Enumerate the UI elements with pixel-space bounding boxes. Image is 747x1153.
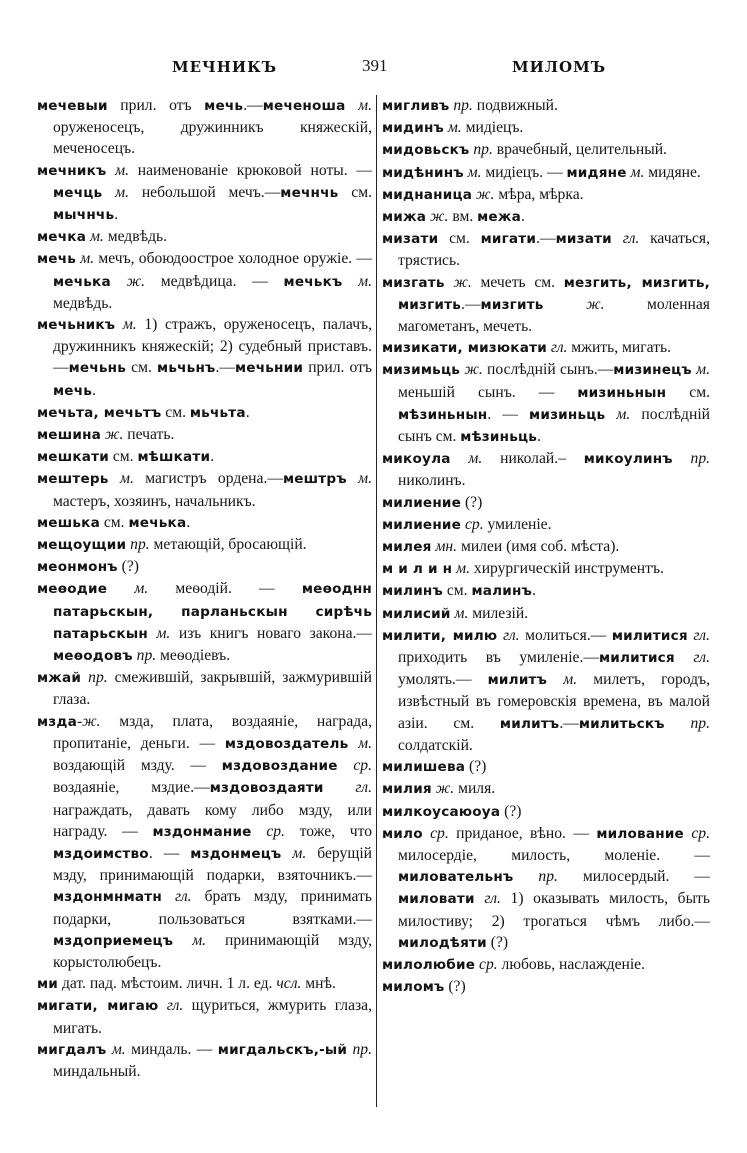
headword: мизинецъ — [613, 362, 692, 379]
dictionary-entry — [382, 448, 710, 491]
headword: мьчьта — [189, 404, 246, 421]
headword: миломъ — [382, 979, 445, 996]
dictionary-entry — [37, 578, 372, 667]
headword: мидовьскъ — [382, 142, 470, 159]
dictionary-entry — [382, 514, 710, 536]
grammar-label: пр. — [672, 450, 711, 468]
dictionary-entry — [37, 556, 372, 578]
dictionary-entry — [37, 446, 372, 468]
grammar-label: ж. — [472, 185, 495, 203]
grammar-label: м. — [346, 470, 373, 488]
grammar-label: гл. — [546, 339, 568, 357]
definition-text: милезій. — [468, 604, 529, 622]
definition-text: милосердый. — — [557, 868, 710, 886]
definition-text: мидіецъ. — — [481, 163, 567, 181]
definition-text: молиться.— — [519, 626, 612, 644]
definition-text: послѣдній сынъ.— — [482, 361, 614, 379]
definition-text: - — [76, 712, 83, 730]
definition-text: . — [537, 428, 542, 446]
grammar-label: пр. — [126, 536, 150, 554]
page-number: 391 — [362, 56, 388, 75]
grammar-label: ср. — [251, 822, 285, 840]
headword: мѣзиньнын — [398, 406, 488, 423]
headword: мечьта, мечьтъ — [37, 404, 162, 421]
definition-text: .— — [215, 359, 235, 377]
headword: мигати, мигаю — [37, 998, 159, 1015]
definition-text: . — [210, 448, 215, 466]
headword: мечькъ — [283, 273, 343, 290]
headword: межа — [477, 209, 521, 226]
definition-text: см. — [438, 230, 481, 248]
definition-text: . — — [148, 844, 191, 862]
headword: малинъ — [471, 583, 533, 600]
dictionary-entry — [37, 468, 372, 511]
definition-text: награждать, давать кому либо мзду, или награду. — — [53, 801, 372, 840]
grammar-label: м. — [450, 604, 469, 622]
headword: милолюбие — [382, 956, 476, 973]
headword: мештерь — [37, 471, 109, 488]
definition-text: .— — [461, 295, 481, 313]
dictionary-entry — [37, 534, 372, 556]
grammar-label: м. — [106, 1040, 126, 1058]
headword: мечь — [37, 251, 77, 268]
definition-text: воздающій мзду. — — [53, 757, 222, 775]
dictionary-entry — [382, 823, 710, 954]
definition-text: николинъ. — [398, 472, 466, 490]
grammar-label: м. — [547, 671, 578, 689]
definition-text: . — [186, 513, 191, 531]
definition-text: .— — [243, 97, 263, 114]
dictionary-entry — [37, 667, 372, 710]
definition-text: .— — [536, 230, 556, 248]
headword: милитъ — [487, 672, 548, 689]
definition-text: метающій, бросающій. — [149, 536, 307, 554]
dictionary-entry — [37, 512, 372, 534]
definition-text: брать мзду, принимать подарки, пользоваться взятками.— — [53, 888, 372, 928]
dictionary-entry — [37, 973, 372, 995]
definition-text: умолять.— — [398, 671, 488, 689]
headword: мечька — [128, 514, 187, 531]
definition-text: медвѣдица. — — [144, 272, 284, 290]
definition-text: милеи (имя соб. мѣста). — [457, 538, 620, 556]
grammar-label: м. — [463, 163, 482, 181]
definition-text: см. — [666, 383, 710, 401]
headword: микоула — [382, 451, 451, 468]
grammar-label: ж. — [460, 361, 483, 379]
headword: мечьникъ — [37, 317, 116, 334]
definition-text: мечеть см. — [471, 273, 564, 291]
definition-text: медвѣдь. — [53, 294, 113, 312]
dictionary-entry — [382, 778, 710, 800]
headword: мидяне — [566, 164, 627, 181]
grammar-label: м. — [342, 272, 372, 290]
definition-text: .— — [559, 714, 579, 732]
grammar-label: ж. — [101, 426, 124, 444]
definition-text: мзда, плата, воздаяніе, награда, пропитаніе, деньги. — — [53, 712, 372, 752]
dictionary-entry — [382, 801, 710, 823]
headword: миднаница — [382, 186, 473, 203]
headword: мздовоздание — [221, 758, 338, 775]
headword: меѳоднн патарьскын, парланьскын сирѣчь патарьскын — [53, 581, 373, 642]
dictionary-entry — [382, 492, 710, 514]
definition-text: . — [114, 206, 119, 224]
grammar-label: ср. — [337, 757, 373, 775]
grammar-label: м. — [147, 624, 171, 642]
headword: мечька — [53, 273, 111, 290]
dictionary-entry — [382, 625, 710, 756]
definition-text: мастеръ, хозяинъ, начальникъ. — [53, 492, 256, 510]
headword: милитъ — [499, 715, 560, 732]
definition-text: николай.– — [482, 450, 584, 468]
definition-text: . — [520, 208, 525, 226]
headword: мечць — [53, 184, 103, 201]
dictionary-entry — [382, 603, 710, 625]
definition-text: печать. — [123, 426, 175, 444]
definition-text: меѳодій. — — [148, 580, 302, 598]
dictionary-entry — [382, 756, 710, 778]
headword: мечка — [37, 229, 87, 246]
definition-text: милосердіе, милость, моленіе. — — [398, 846, 710, 864]
grammar-label: гл. — [497, 626, 520, 644]
headword: милитися — [611, 627, 688, 644]
grammar-label: м. — [443, 119, 462, 137]
headword: мздовоздатель — [224, 735, 349, 752]
dictionary-entry — [382, 536, 710, 558]
definition-text: (?) — [117, 558, 139, 576]
dictionary-entry — [37, 402, 372, 424]
headword: мешина — [37, 427, 102, 444]
definition-text: . — [245, 403, 250, 421]
headword: мизимьць — [382, 362, 461, 379]
column-divider — [376, 95, 377, 1107]
grammar-label: пр. — [449, 97, 473, 114]
grammar-label: гл. — [687, 626, 710, 644]
headword: милисий — [382, 605, 451, 622]
headword: мизгить — [480, 296, 544, 313]
headword: мѣшкати — [137, 449, 211, 466]
headword: мздоимство — [53, 845, 149, 862]
definition-text: см. — [108, 448, 138, 466]
definition-text: мечъ, обоюдоострое холодное оружіе. — — [94, 250, 372, 268]
headword: мидѣнинъ — [382, 164, 464, 181]
definition-text: миндаль. — — [125, 1040, 218, 1058]
grammar-label: м. — [345, 97, 372, 114]
grammar-label: пр. — [513, 868, 558, 886]
headword: мѣзиньць — [460, 429, 538, 446]
grammar-label: м. — [115, 316, 137, 334]
definition-text: хирургическій инструментъ. — [470, 560, 664, 578]
grammar-label: ж. — [543, 295, 605, 313]
definition-text: изъ книгъ новаго закона.— — [170, 624, 372, 642]
grammar-label: м. — [691, 361, 710, 379]
definition-text: меньшій сынъ. — — [398, 383, 578, 401]
headword: меченоша — [262, 98, 346, 114]
grammar-label: пр. — [469, 141, 493, 159]
headword: мешька — [37, 514, 100, 531]
grammar-label: ж. — [426, 208, 449, 226]
definition-text: миндальный. — [53, 1062, 141, 1080]
headword: мизиньць — [529, 406, 606, 423]
dictionary-entry — [382, 206, 710, 228]
headword: ми — [37, 976, 59, 993]
definition-text: мидіецъ. — [461, 119, 524, 137]
definition-text: мнѣ. — [301, 975, 336, 993]
dictionary-entry — [382, 558, 710, 580]
grammar-label: м. — [76, 250, 95, 268]
headword: микоулинъ — [583, 451, 673, 468]
headword: мечевыи — [37, 98, 108, 114]
headword: милитися — [598, 650, 675, 667]
dictionary-entry — [382, 117, 710, 139]
grammar-label: ср. — [422, 824, 449, 842]
headword: мечь — [53, 382, 93, 399]
definition-text: вм. — [448, 208, 478, 226]
grammar-label: мн. — [431, 538, 458, 556]
definition-text: послѣдній сынъ см. — [398, 405, 711, 446]
headword: мигдальскъ,-ый — [217, 1041, 348, 1058]
definition-text: тоже, что — [284, 822, 373, 840]
headword: милитьскъ — [578, 715, 665, 732]
dictionary-entry — [382, 976, 710, 998]
headword: м и л и н — [382, 561, 453, 578]
grammar-label: м. — [450, 450, 483, 468]
dictionary-entry — [382, 228, 710, 271]
definition-text: (?) — [500, 802, 522, 820]
headword: милишева — [382, 759, 466, 776]
headword: мечь — [204, 98, 244, 114]
definition-text: подвижный. — [472, 97, 558, 114]
headword: мезгить, мизгить, мизгить — [398, 274, 710, 313]
grammar-label: м. — [108, 470, 134, 488]
headword: мечьнии — [234, 360, 304, 377]
headword: мечнчь — [280, 184, 339, 201]
running-head-left: МЕЧНИКЪ — [172, 58, 278, 76]
headword: мзда — [37, 713, 77, 730]
headword: мычнчь — [53, 207, 115, 224]
definition-text: магистръ ордена.— — [133, 470, 283, 488]
definition-text: (?) — [486, 933, 509, 951]
grammar-label: пр. — [81, 669, 108, 687]
definition-text: прил. отъ — [107, 97, 205, 114]
headword: милинъ — [382, 583, 443, 600]
headword: мечникъ — [37, 162, 107, 179]
dictionary-entry — [37, 314, 372, 402]
headword: мздонмецъ — [190, 845, 282, 862]
grammar-label: гл. — [674, 649, 710, 667]
headword: мечьнь — [68, 360, 127, 377]
definition-text: приходить въ умиленіе.— — [398, 649, 599, 667]
definition-text: (?) — [444, 978, 466, 996]
grammar-label: ж. — [82, 712, 101, 730]
definition-text: . — [92, 381, 96, 399]
dictionary-entry — [382, 184, 710, 206]
headword: мешкати — [37, 449, 109, 466]
right-column — [382, 95, 710, 998]
left-column — [37, 95, 372, 1082]
headword: мижа — [382, 209, 427, 226]
headword: мизикати, мизюкати — [382, 340, 547, 357]
headword: милодѣяти — [398, 934, 487, 951]
definition-text: мѣра, мѣрка. — [494, 185, 584, 203]
definition-text: меѳодіевъ. — [156, 647, 231, 665]
definition-text: оруженосецъ, дружинникъ княжескій, меченосецъ. — [53, 119, 372, 158]
grammar-label: м. — [348, 734, 372, 752]
headword: милование — [596, 825, 684, 842]
headword: милия — [382, 781, 432, 798]
dictionary-entry — [382, 954, 710, 976]
headword: мздоприемецъ — [53, 932, 174, 949]
definition-text: умиленіе. — [483, 515, 552, 533]
definition-text: см. — [338, 183, 372, 201]
headword: милкоусаюоуа — [382, 803, 501, 820]
headword: милиение — [382, 516, 462, 533]
grammar-label: ср. — [683, 824, 711, 842]
dictionary-entry — [382, 272, 710, 338]
dictionary-entry — [37, 160, 372, 227]
headword: мизгать — [382, 274, 445, 291]
dictionary-entry — [37, 248, 372, 314]
headword: мизати — [555, 231, 612, 248]
headword: мигати — [480, 231, 537, 248]
dictionary-entry — [382, 162, 710, 184]
dictionary-entry — [382, 95, 710, 117]
headword: мздонмнматн — [53, 889, 162, 906]
grammar-label: гл. — [474, 890, 501, 908]
headword: мздовоздаяти — [209, 780, 324, 797]
definition-text: щуриться, жмурить глаза, мигать. — [53, 997, 372, 1037]
definition-text: см. — [126, 359, 158, 377]
definition-text: (?) — [465, 758, 487, 776]
headword: мило — [382, 825, 423, 842]
definition-text: воздаяніе, мздие.— — [53, 779, 210, 797]
definition-text: солдатскій. — [398, 736, 473, 754]
definition-text: смежившій, закрывшій, зажмурившій глаза. — [53, 669, 373, 709]
grammar-label: ср. — [475, 955, 498, 973]
dictionary-entry — [37, 995, 372, 1038]
dictionary-entry — [37, 226, 372, 248]
dictionary-entry — [37, 424, 372, 446]
dictionary-entry — [382, 337, 710, 359]
dictionary-entry — [382, 580, 710, 602]
headword: мизати — [382, 231, 439, 248]
definition-text: небольшой мечъ.— — [129, 183, 281, 201]
grammar-label: пр. — [132, 647, 157, 665]
headword: мжай — [37, 670, 82, 687]
definition-text: 1) оказывать милость, быть милостиву; 2) трогаться чѣмъ либо.— — [398, 890, 710, 930]
grammar-label: м. — [173, 931, 207, 949]
grammar-label: пр. — [347, 1040, 373, 1058]
grammar-label: м. — [452, 560, 470, 578]
definition-text: см. — [161, 403, 190, 421]
definition-text: см. — [442, 582, 472, 600]
headword: мизиньнын — [577, 384, 667, 401]
headword: милея — [382, 539, 432, 556]
grammar-label: гл. — [611, 230, 640, 248]
grammar-label: чсл. — [276, 975, 302, 993]
headword: мьчьнъ — [157, 360, 216, 377]
dictionary-entry — [382, 139, 710, 161]
dictionary-entry — [382, 359, 710, 448]
grammar-label: м. — [281, 844, 307, 862]
dictionary-entry — [37, 711, 372, 973]
headword: меонмонъ — [37, 559, 118, 576]
definition-text: . — — [487, 405, 530, 423]
definition-text: 1) стражъ, оруженосецъ, палачъ, дружинникъ княжескій; 2) судебный приставъ.— — [53, 316, 372, 377]
dictionary-entry — [37, 1039, 372, 1082]
grammar-label: ср. — [461, 515, 484, 533]
definition-text: дат. пад. мѣстоим. личн. 1 л. ед. — [58, 975, 277, 993]
definition-text: милетъ, городъ, извѣстный въ гомеровскія времена, въ малой азіи. см. — [398, 671, 711, 732]
grammar-label: гл. — [161, 888, 192, 906]
definition-text: медвѣдь. — [103, 228, 168, 246]
definition-text: мжить, мигать. — [567, 339, 671, 357]
headword: милити, милю — [382, 627, 498, 644]
definition-text: наименованіе крюковой ноты. — — [129, 161, 372, 179]
definition-text: берущій мзду, принимающій подарки, взяточникъ.— — [53, 844, 372, 885]
grammar-label: м. — [626, 163, 645, 181]
definition-text: прил. отъ — [303, 359, 372, 377]
headword: меѳодие — [37, 581, 108, 598]
definition-text: врачебный, целительный. — [492, 141, 667, 159]
definition-text: миля. — [454, 780, 496, 798]
grammar-label: ж. — [110, 272, 145, 290]
running-head-right: МИЛОМЪ — [512, 58, 607, 76]
grammar-label: м. — [605, 405, 631, 423]
dictionary-entry — [37, 95, 372, 160]
grammar-label: гл. — [158, 997, 184, 1015]
definition-text: любовь, наслажденіе. — [497, 955, 646, 973]
definition-text: приданое, вѣно. — — [448, 824, 597, 842]
headword: мещоущии — [37, 537, 127, 554]
grammar-label: м. — [86, 228, 104, 246]
definition-text: см. — [99, 513, 129, 531]
headword: мештръ — [282, 471, 347, 488]
grammar-label: гл. — [323, 779, 372, 797]
grammar-label: ж. — [444, 273, 472, 291]
definition-text: (?) — [461, 493, 483, 511]
headword: мигдалъ — [37, 1041, 107, 1058]
headword: мздонмание — [152, 823, 252, 840]
definition-text: . — [532, 582, 536, 600]
definition-text: моленная магометанъ, мечеть. — [398, 295, 710, 336]
definition-text: принимающій мзду, корыстолюбецъ. — [53, 931, 372, 971]
headword: миловательнъ — [398, 869, 514, 886]
grammar-label: ж. — [431, 780, 455, 798]
headword: меѳодовъ — [53, 648, 133, 665]
headword: мигливъ — [382, 98, 450, 114]
definition-text: качаться, трястись. — [398, 230, 710, 270]
definition-text: мидяне. — [644, 163, 701, 181]
headword: милиение — [382, 494, 462, 511]
grammar-label: м. — [106, 161, 130, 179]
grammar-label: м. — [107, 580, 149, 598]
grammar-label: пр. — [664, 714, 710, 732]
headword: миловати — [398, 891, 475, 908]
grammar-label: м. — [102, 183, 130, 201]
headword: мидинъ — [382, 120, 444, 137]
